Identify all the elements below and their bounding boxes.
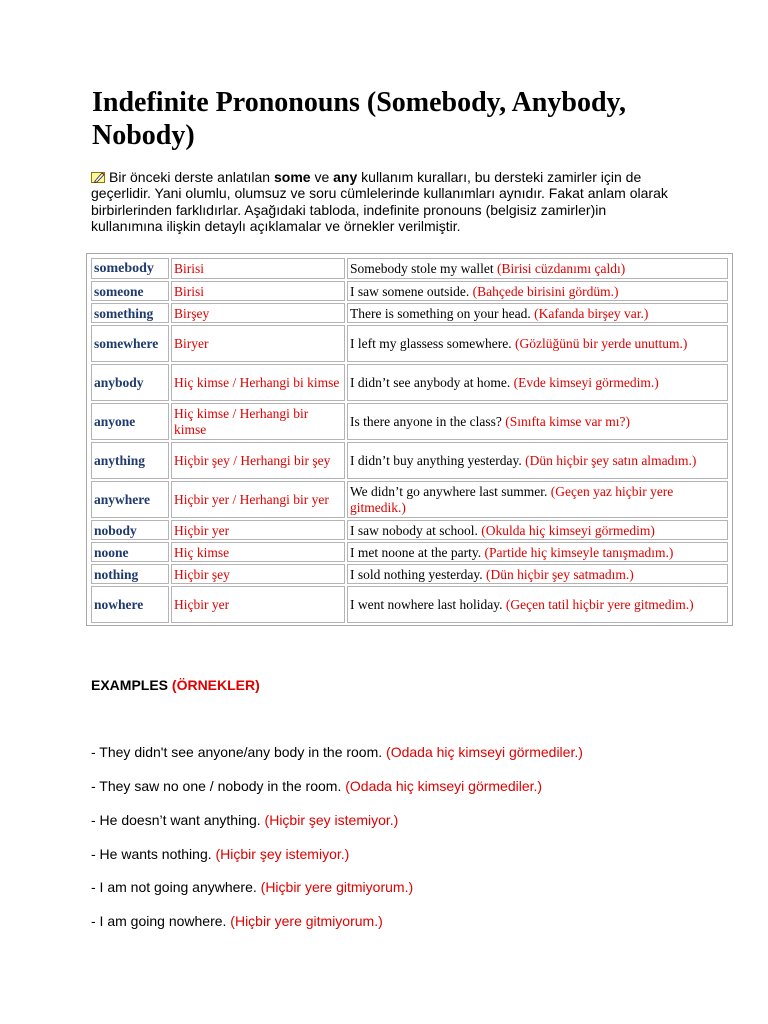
pronoun-cell: anything: [91, 442, 169, 479]
example-translation: (Geçen tatil hiçbir yere gitmedim.): [505, 597, 694, 612]
example-cell: [347, 564, 728, 584]
pronoun-cell: noone: [91, 542, 169, 562]
example-sentence: [91, 812, 398, 828]
pronoun-cell: nobody: [91, 520, 169, 540]
example-sentence-en: - He wants nothing.: [91, 846, 216, 862]
example-translation: (Okulda hiç kimseyi görmedim): [481, 522, 655, 538]
example-sentence-tr: (Odada hiç kimseyi görmediler.): [345, 778, 543, 794]
example-translation: (Evde kimseyi görmedim.): [513, 375, 659, 390]
note-pencil-icon: [91, 171, 106, 183]
table-row: [91, 281, 728, 301]
example-translation: (Bahçede birisini gördüm.): [472, 283, 619, 299]
example-text: I went nowhere last holiday.: [350, 597, 506, 612]
meaning-cell: Birisi: [171, 281, 345, 301]
example-text: I left my glassess somewhere.: [350, 336, 515, 351]
example-cell: [347, 586, 728, 623]
table-row: [91, 442, 728, 479]
table-row: [91, 325, 728, 362]
example-cell: [347, 520, 728, 540]
table-row: [91, 258, 728, 279]
meaning-cell: Hiçbir şey / Herhangi bir şey: [171, 442, 345, 479]
table-row: [91, 586, 728, 623]
table-row: [91, 364, 728, 401]
example-cell: [347, 542, 728, 562]
pronoun-cell: somewhere: [91, 325, 169, 362]
intro-text-2: ve: [310, 169, 334, 185]
pronoun-cell: something: [91, 303, 169, 323]
example-sentence-tr: (Hiçbir yere gitmiyorum.): [260, 879, 414, 895]
table-row: [91, 564, 728, 584]
example-translation: (Gözlüğünü bir yerde unuttum.): [514, 336, 688, 351]
example-sentence-en: - They didn't see anyone/any body in the room.: [91, 744, 387, 760]
pronoun-table-body: [91, 258, 728, 623]
example-sentence: [91, 846, 349, 862]
meaning-cell: Hiç kimse / Herhangi bir kimse: [171, 403, 345, 440]
example-translation: (Sınıfta kimse var mı?): [505, 414, 631, 429]
example-text: I sold nothing yesterday.: [350, 566, 486, 582]
example-translation: (Partide hiç kimseyle tanışmadım.): [484, 544, 674, 560]
pronoun-cell: anyone: [91, 403, 169, 440]
intro-paragraph: [91, 169, 681, 235]
examples-heading: [91, 677, 260, 693]
example-sentence-en: - I am going nowhere.: [91, 913, 231, 929]
example-cell: [347, 325, 728, 362]
example-sentence: [91, 778, 542, 794]
example-sentence-tr: (Hiçbir yere gitmiyorum.): [230, 913, 383, 929]
example-sentence-en: - He doesn’t want anything.: [91, 812, 265, 828]
pronoun-cell: nothing: [91, 564, 169, 584]
example-sentence: [91, 744, 583, 760]
table-row: [91, 303, 728, 323]
pronoun-cell: anybody: [91, 364, 169, 401]
meaning-cell: Hiçbir yer / Herhangi bir yer: [171, 481, 345, 518]
example-text: Somebody stole my wallet: [350, 261, 497, 276]
example-translation: (Dün hiçbir şey satın almadım.): [525, 453, 697, 468]
intro-bold-some: some: [273, 169, 311, 185]
example-text: I saw nobody at school.: [350, 522, 482, 538]
pronoun-cell: someone: [91, 281, 169, 301]
example-text: We didn’t go anywhere last summer.: [350, 484, 551, 499]
example-translation: (Dün hiçbir şey satmadım.): [485, 566, 634, 582]
pronoun-table-container: [86, 253, 733, 626]
example-text: I met noone at the party.: [350, 544, 485, 560]
examples-heading-tr: (ÖRNEKLER): [171, 677, 260, 693]
page-title: Indefinite Prononouns (Somebody, Anybody, Nobody): [92, 87, 626, 151]
example-text: There is something on your head.: [350, 305, 535, 321]
intro-text-3: kullanım kuralları, bu dersteki zamirler için de geçerlidir. Yani olumlu, olumsuz ve soru cümlelerinde kullanımları aynıdır. Fakat anlam olarak birbirlerinden farklıdırlar. Aşağıdaki tabloda, indefinite pronouns (belgisiz zamirler)in kullanımına ilişkin detaylı açıklamalar ve örnekler verilmiştir.: [91, 169, 668, 235]
example-cell: [347, 481, 728, 518]
meaning-cell: Birşey: [171, 303, 345, 323]
table-row: [91, 542, 728, 562]
examples-heading-en: EXAMPLES: [91, 677, 172, 693]
intro-bold-any: any: [333, 169, 358, 185]
intro-text-1: Bir önceki derste anlatılan: [109, 169, 274, 185]
example-translation: (Kafanda birşey var.): [534, 305, 649, 321]
example-translation: (Birisi cüzdanımı çaldı): [496, 261, 626, 276]
pronoun-cell: anywhere: [91, 481, 169, 518]
example-sentence-tr: (Odada hiç kimseyi görmediler.): [386, 744, 583, 760]
meaning-cell: Hiçbir yer: [171, 520, 345, 540]
example-translation: (Geçen yaz hiçbir yere gitmedik.): [350, 484, 674, 515]
example-cell: [347, 403, 728, 440]
example-cell: [347, 258, 728, 279]
table-row: [91, 403, 728, 440]
example-sentence-tr: (Hiçbir şey istemiyor.): [215, 846, 350, 862]
example-text: I saw somene outside.: [350, 283, 473, 299]
meaning-cell: Hiç kimse / Herhangi bi kimse: [171, 364, 345, 401]
table-row: [91, 520, 728, 540]
meaning-cell: Birisi: [171, 258, 345, 279]
pronoun-cell: somebody: [91, 258, 169, 279]
example-sentence: [91, 879, 413, 895]
example-cell: [347, 442, 728, 479]
pronoun-cell: nowhere: [91, 586, 169, 623]
example-text: I didn’t buy anything yesterday.: [350, 453, 526, 468]
meaning-cell: Biryer: [171, 325, 345, 362]
meaning-cell: Hiç kimse: [171, 542, 345, 562]
example-sentence-tr: (Hiçbir şey istemiyor.): [264, 812, 399, 828]
example-text: I didn’t see anybody at home.: [350, 375, 514, 390]
example-cell: [347, 303, 728, 323]
pronoun-table: [89, 256, 730, 625]
example-cell: [347, 364, 728, 401]
table-row: [91, 481, 728, 518]
example-sentence: [91, 913, 383, 929]
example-sentence-en: - I am not going anywhere.: [91, 879, 261, 895]
example-text: Is there anyone in the class?: [350, 414, 506, 429]
example-cell: [347, 281, 728, 301]
meaning-cell: Hiçbir şey: [171, 564, 345, 584]
example-sentence-en: - They saw no one / nobody in the room.: [91, 778, 346, 794]
meaning-cell: Hiçbir yer: [171, 586, 345, 623]
